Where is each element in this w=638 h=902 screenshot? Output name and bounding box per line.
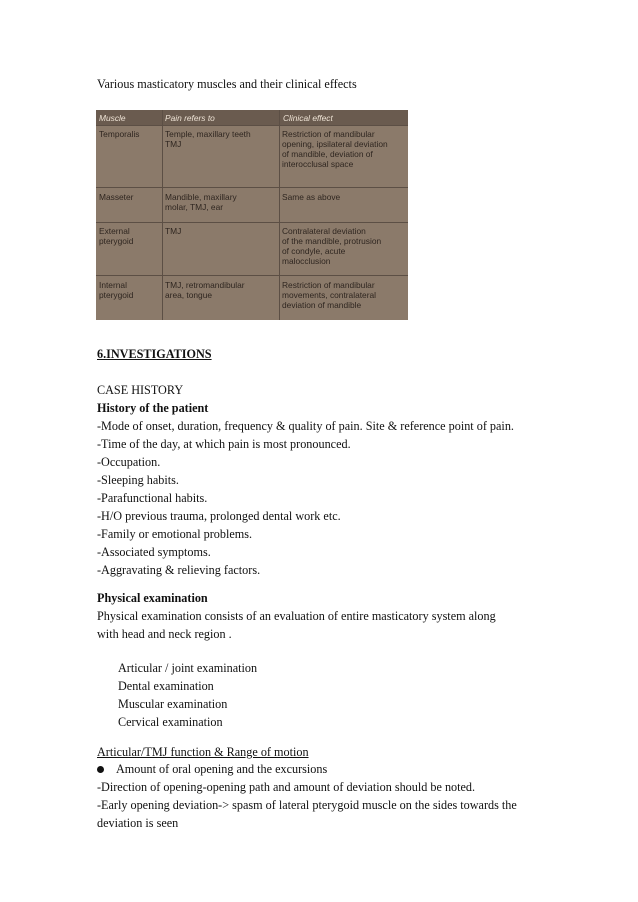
- cell-effect-line: malocclusion: [282, 256, 331, 266]
- physical-text: Physical examination consists of an evaluation of entire masticatory system along: [97, 609, 496, 623]
- cell-muscle: pterygoid: [99, 290, 134, 300]
- cell-muscle: pterygoid: [99, 236, 134, 246]
- cell-effect: [282, 280, 376, 310]
- history-item: -Aggravating & relieving factors.: [97, 563, 261, 577]
- table-row: [99, 226, 133, 246]
- case-history-label: CASE HISTORY: [97, 383, 184, 397]
- table-row: [99, 192, 133, 202]
- cell-effect-line: Restriction of mandibular: [282, 129, 375, 139]
- table-row: [99, 129, 140, 139]
- cell-muscle: Masseter: [99, 192, 134, 202]
- cell-pain: [165, 280, 245, 300]
- cell-pain: [165, 226, 181, 236]
- table-row: [99, 280, 133, 300]
- cell-effect-line: movements, contralateral: [282, 290, 377, 300]
- articular-line: -Early opening deviation-> spasm of lateral pterygoid muscle on the sides towards the: [97, 798, 517, 812]
- bullet-line: [97, 763, 327, 775]
- articular-line: -Direction of opening-opening path and amount of deviation should be noted.: [97, 780, 476, 794]
- bullet-icon: [97, 766, 104, 773]
- cell-effect-line: Contralateral deviation: [282, 226, 366, 236]
- table-caption: Various masticatory muscles and their clinical effects: [97, 77, 357, 91]
- cell-effect-line: deviation of mandible: [282, 300, 362, 310]
- cell-effect-line: Same as above: [282, 192, 341, 202]
- cell-pain-line: TMJ: [165, 226, 182, 236]
- cell-effect: [282, 129, 388, 169]
- cell-effect-line: opening, ipsilateral deviation: [282, 139, 388, 149]
- cell-muscle: Internal: [99, 280, 127, 290]
- cell-effect-line: of mandible, deviation of: [282, 149, 373, 159]
- table-header-muscle: Muscle: [99, 113, 126, 123]
- articular-heading: Articular/TMJ function & Range of motion: [97, 745, 309, 759]
- cell-pain-line: molar, TMJ, ear: [165, 202, 224, 212]
- cell-effect-line: Restriction of mandibular: [282, 280, 375, 290]
- cell-effect-line: of the mandible, protrusion: [282, 236, 382, 246]
- cell-pain-line: area, tongue: [165, 290, 213, 300]
- cell-pain-line: Temple, maxillary teeth: [165, 129, 251, 139]
- physical-text: with head and neck region .: [97, 627, 232, 641]
- history-item: -Family or emotional problems.: [97, 527, 253, 541]
- history-item: -H/O previous trauma, prolonged dental work etc.: [97, 509, 341, 523]
- cell-pain: [165, 129, 251, 149]
- exam-type: Muscular examination: [118, 697, 228, 711]
- history-item: -Mode of onset, duration, frequency & quality of pain. Site & reference point of pain.: [97, 419, 514, 433]
- history-heading: History of the patient: [97, 401, 209, 415]
- section-title: 6.INVESTIGATIONS: [97, 347, 212, 361]
- cell-pain: [165, 192, 237, 212]
- table-header-pain: Pain refers to: [165, 113, 215, 123]
- history-item: -Associated symptoms.: [97, 545, 211, 559]
- history-item: -Time of the day, at which pain is most pronounced.: [97, 437, 351, 451]
- muscle-table-image: [96, 110, 408, 320]
- exam-type: Cervical examination: [118, 715, 223, 729]
- history-item: -Sleeping habits.: [97, 473, 179, 487]
- cell-muscle: Temporalis: [99, 129, 140, 139]
- cell-pain-line: TMJ: [165, 139, 182, 149]
- cell-pain-line: Mandible, maxillary: [165, 192, 237, 202]
- table-header-row: [96, 110, 408, 125]
- cell-pain-line: TMJ, retromandibular: [165, 280, 245, 290]
- exam-type: Dental examination: [118, 679, 214, 693]
- history-item: -Occupation.: [97, 455, 161, 469]
- exam-type: Articular / joint examination: [118, 661, 258, 675]
- cell-effect-line: of condyle, acute: [282, 246, 346, 256]
- table-header-effect: Clinical effect: [283, 113, 333, 123]
- articular-line: deviation is seen: [97, 816, 179, 830]
- cell-muscle: External: [99, 226, 130, 236]
- history-item: -Parafunctional habits.: [97, 491, 208, 505]
- physical-heading: Physical examination: [97, 591, 208, 605]
- cell-effect-line: interocclusal space: [282, 159, 354, 169]
- cell-effect: [282, 226, 381, 266]
- bullet-text: Amount of oral opening and the excursions: [116, 762, 328, 776]
- cell-effect: [282, 192, 340, 202]
